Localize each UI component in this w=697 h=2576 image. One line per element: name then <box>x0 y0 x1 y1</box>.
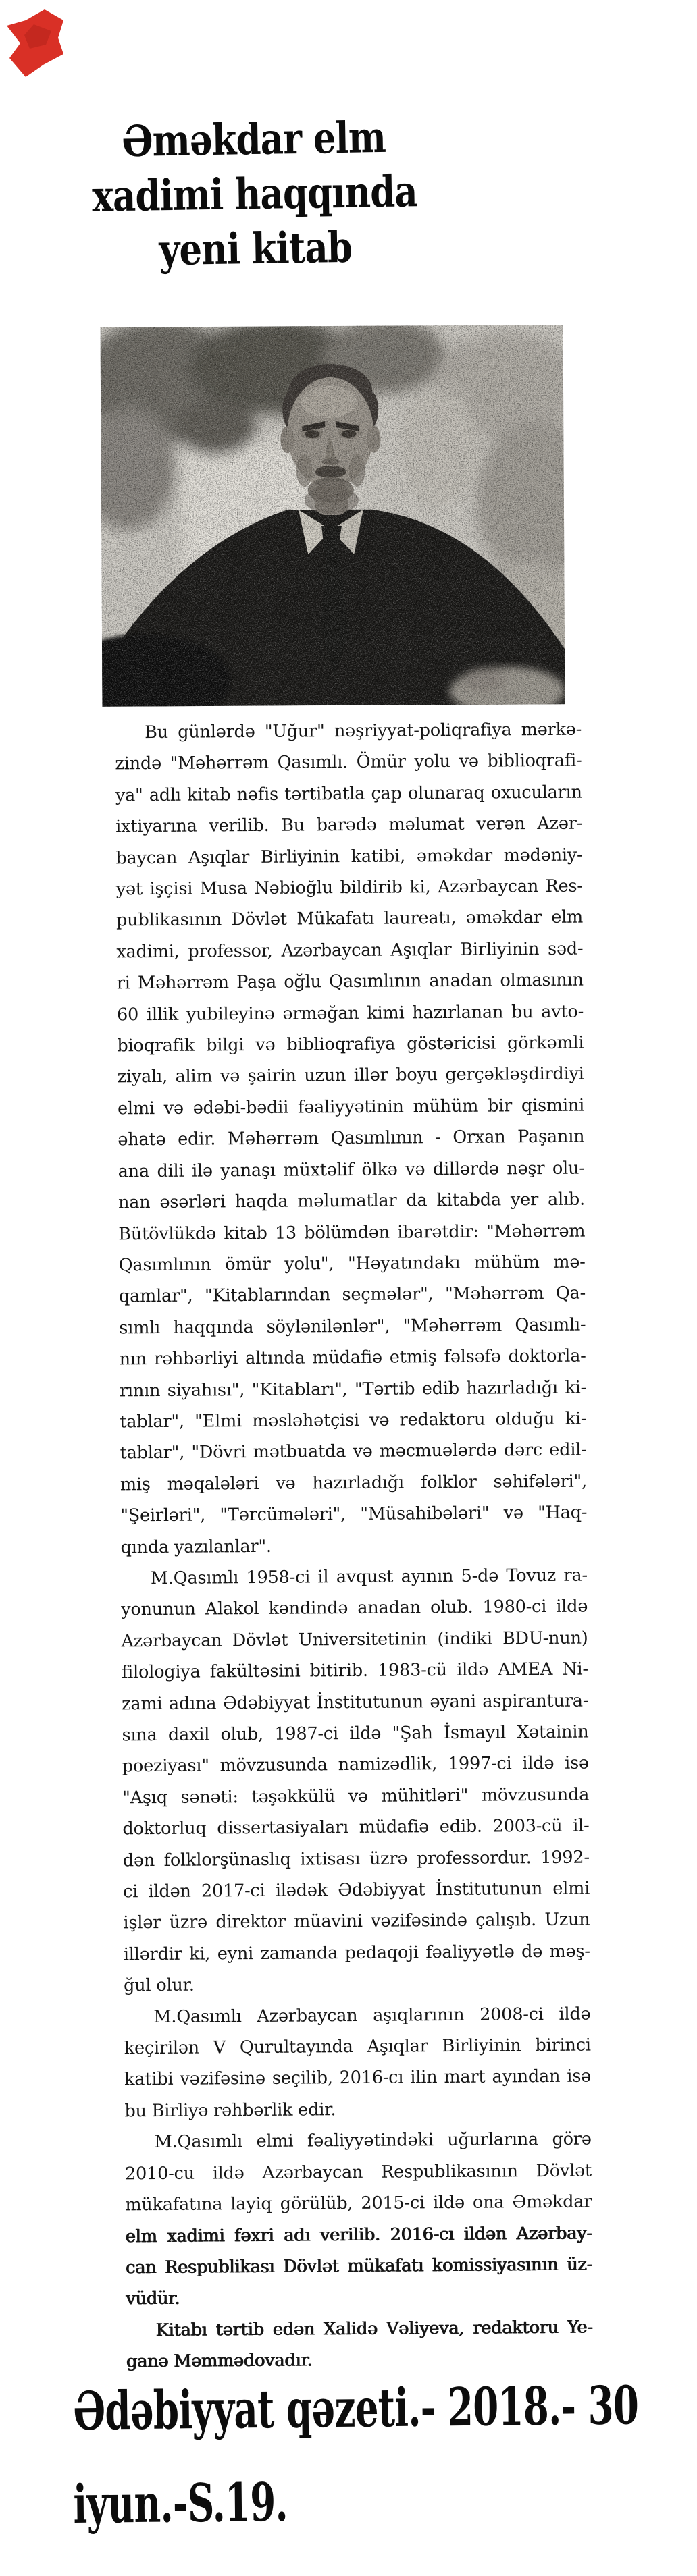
article-line: ya" adlı kitab nəfis tərtibatla çap olunaraq oxucuların <box>115 782 582 806</box>
article-line: əhatə edir. Məhərrəm Qasımlının - Orxan Paşanın <box>118 1126 585 1150</box>
portrait-photo <box>101 325 565 707</box>
article-line: ğul olur. <box>124 1975 195 1996</box>
article-line: qında yazılanlar". <box>120 1536 272 1557</box>
title-line: Əməkdar elm <box>121 111 386 167</box>
article-line: sımlı haqqında söylənilənlər", "Məhərrəm Qasımlı- <box>119 1314 586 1339</box>
source-citation-line: Ədəbiyyat qəzeti.- 2018.- 30 <box>72 2375 639 2442</box>
article-line: elm xadimi fəxri adı verilib. 2016-cı ildən Azərbay- <box>125 2223 592 2247</box>
source-citation-line: iyun.-S.19. <box>72 2471 288 2535</box>
article-body <box>115 714 593 2378</box>
article-line: zami adına Ədəbiyyat İnstitutunun əyani aspirantura- <box>122 1690 589 1714</box>
article-line: publikasının Dövlət Mükafatı laureatı, əməkdar elm <box>116 907 584 931</box>
article-line: M.Qasımlı 1958-ci il avqust ayının 5-də Tovuz ra- <box>150 1565 588 1589</box>
article-line: işlər üzrə direktor müavini vəzifəsində çalışıb. Uzun <box>123 1909 590 1933</box>
article-line: bu Birliyə rəhbərlik edir. <box>124 2099 336 2122</box>
article-line: baycan Aşıqlar Birliyinin katibi, əməkdar mədəniy- <box>115 844 583 869</box>
article-line: ri Məhərrəm Paşa oğlu Qasımlının anadan olmasının <box>116 969 584 994</box>
article-line: qamlar", "Kitablarından seçmələr", "Məhərrəm Qa- <box>118 1283 586 1307</box>
article-line: ixtiyarına verilib. Bu barədə məlumat verən Azər- <box>115 813 583 837</box>
article-line: filologiya fakültəsini bitirib. 1983-cü ildə AMEA Ni- <box>121 1659 588 1683</box>
article-line: vüdür. <box>126 2288 180 2309</box>
article-title <box>39 109 469 279</box>
red-ink-mark <box>7 9 63 77</box>
article-line: ana dili ilə yanaşı müxtəlif ölkə və dillərdə nəşr olu- <box>118 1158 585 1182</box>
article-line: nan əsərləri haqda məlumatlar da kitabda yer alıb. <box>118 1189 586 1213</box>
article-line: 2010-cu ildə Azərbaycan Respublikasının Dövlət <box>124 2160 592 2184</box>
article-line: keçirilən V Qurultayında Aşıqlar Birliyinin birinci <box>124 2035 591 2059</box>
article-line: "Aşıq sənəti: təşəkkülü və mühitləri" mövzusunda <box>122 1784 590 1808</box>
article-line: rının siyahısı", "Kitabları", "Tərtib edib hazırladığı ki- <box>119 1377 587 1401</box>
article-line: yət işçisi Musa Nəbioğlu bildirib ki, Azərbaycan Res- <box>115 876 583 900</box>
article-line: Azərbaycan Dövlət Universitetinin (indiki BDU-nun) <box>121 1628 588 1652</box>
article-line: nın rəhbərliyi altında müdafiə etmiş fəlsəfə doktorla- <box>119 1345 586 1370</box>
article-line: Bu günlərdə "Uğur" nəşriyyat-poliqrafiya mərkə- <box>145 719 582 743</box>
article-line: illərdir ki, eyni zamanda pedaqoji fəaliyyətlə də məş- <box>123 1941 590 1965</box>
title-line: xadimi haqqında <box>91 166 418 221</box>
article-line: sına daxil olub, 1987-ci ildə "Şah İsmayıl Xətainin <box>122 1721 589 1746</box>
article-line: Qasımlının ömür yolu", "Həyatındakı mühüm mə- <box>118 1252 586 1276</box>
article-line: katibi vəzifəsinə seçilib, 2016-cı ilin mart ayından isə <box>124 2066 592 2090</box>
article-line: dən folklorşünaslıq ixtisası üzrə professordur. 1992- <box>122 1847 590 1871</box>
article-line: mükafatına layiq görülüb, 2015-ci ildə ona Əməkdar <box>125 2191 592 2216</box>
article-line: ganə Məmmədovadır. <box>126 2350 313 2372</box>
article-line: 60 illik yubileyinə ərməğan kimi hazırlanan bu avto- <box>116 1001 584 1025</box>
article-line: doktorluq dissertasiyaları müdafiə edib. 2003-cü il- <box>122 1815 590 1840</box>
article-line: bioqrafik bilgi və biblioqrafiya göstəricisi görkəmli <box>117 1032 584 1056</box>
article-line: ci ildən 2017-ci ilədək Ədəbiyyat İnstitutunun elmi <box>123 1878 590 1902</box>
article-line: tablar", "Dövri mətbuatda və məcmuələrdə dərc edil- <box>120 1439 587 1464</box>
photo-grain-light <box>101 325 565 707</box>
article-line: Bütövlükdə kitab 13 bölümdən ibarətdir: "Məhərrəm <box>118 1220 586 1244</box>
article-line: miş məqalələri və hazırladığı folklor səhifələri", <box>120 1471 588 1495</box>
article-line: yonunun Alakol kəndində anadan olub. 1980-ci ildə <box>121 1596 588 1620</box>
article-line: elmi və ədəbi-bədii fəaliyyətinin mühüm bir qismini <box>117 1095 585 1119</box>
article-line: M.Qasımlı elmi fəaliyyətindəki uğurlarına görə <box>154 2128 592 2153</box>
article-line: ziyalı, alim və şairin uzun illər boyu gerçəkləşdirdiyi <box>117 1064 584 1088</box>
article-line: can Respublikası Dövlət mükafatı komissiyasının üz- <box>125 2254 593 2278</box>
article-line: Kitabı tərtib edən Xalidə Vəliyeva, redaktoru Ye- <box>155 2317 593 2340</box>
title-line: yeni kitab <box>158 221 353 275</box>
article-line: "Şeirləri", "Tərcümələri", "Müsahibələri" və "Haq- <box>120 1502 588 1526</box>
article-line: zində "Məhərrəm Qasımlı. Ömür yolu və biblioqrafi- <box>115 750 582 774</box>
article-line: M.Qasımlı Azərbaycan aşıqlarının 2008-ci ildə <box>153 2004 591 2027</box>
article-line: tablar", "Elmi məsləhətçisi və redaktoru olduğu ki- <box>120 1408 587 1432</box>
article-line: poeziyası" mövzusunda namizədlik, 1997-ci ildə isə <box>122 1752 589 1777</box>
article-line: xadimi, professor, Azərbaycan Aşıqlar Birliyinin səd- <box>116 938 584 963</box>
